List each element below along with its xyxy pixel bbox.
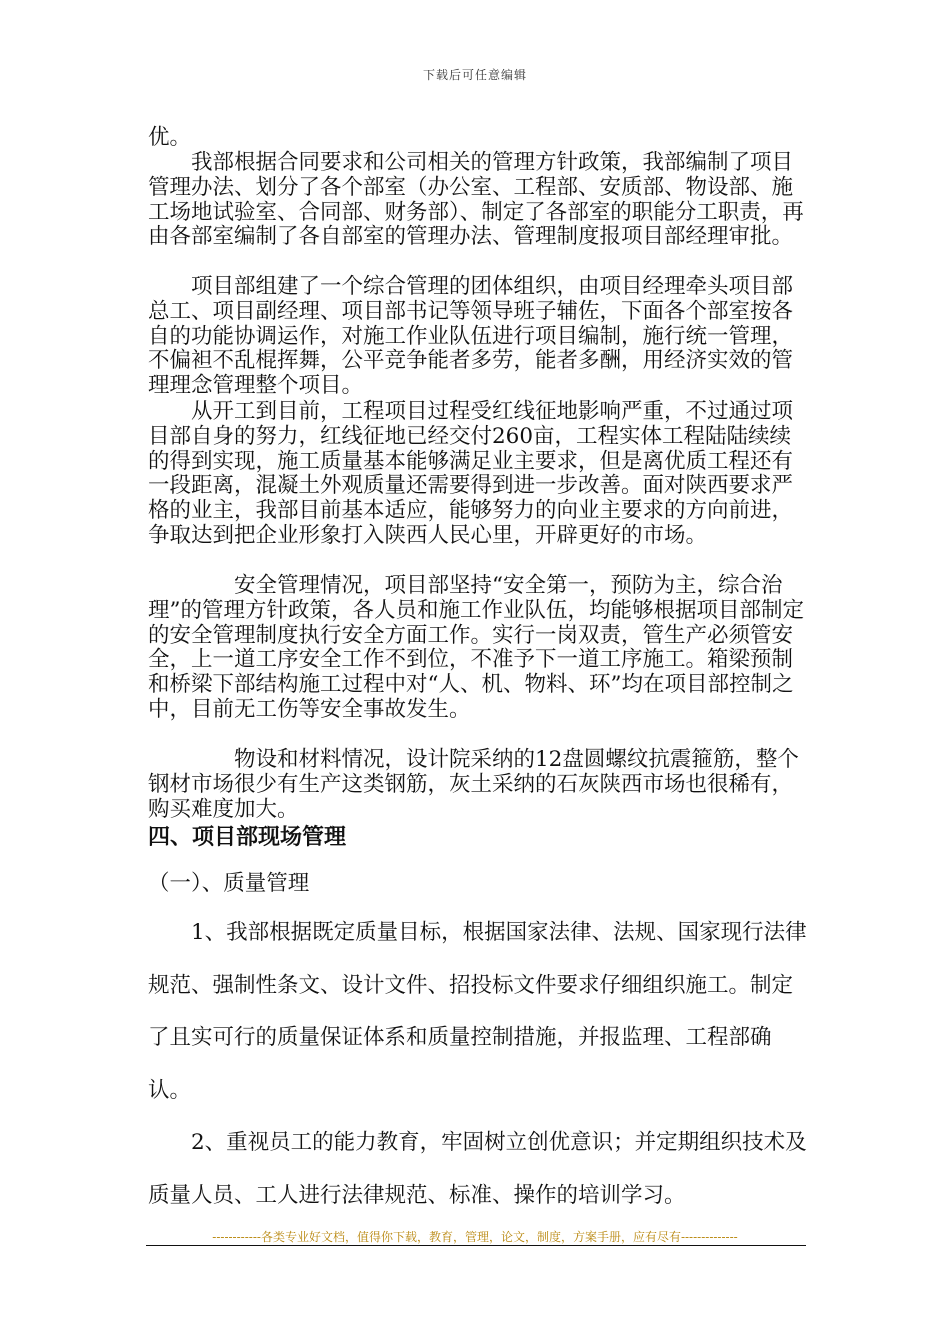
quality-item-2: 2、重视员工的能力教育，牢固树立创优意识；并定期组织技术及质量人员、工人进行法律规范、标准、操作的培训学习。 (148, 1130, 807, 1208)
quality-item-1: 1、我部根据既定质量目标，根据国家法律、法规、国家现行法律规范、强制性条文、设计文件、招投标文件要求仔细组织施工。制定了且实可行的质量保证体系和质量控制措施，并报监理、工程部确认。 (148, 920, 807, 1103)
subsection-heading-quality: （一）、质量管理 (148, 871, 310, 896)
section-heading-site-management: 四、项目部现场管理 (148, 825, 347, 850)
page-header: 下载后可任意编辑 (422, 68, 527, 82)
paragraph-continuation: 优。 (148, 125, 192, 150)
paragraph-management-methods: 我部根据合同要求和公司相关的管理方针政策，我部编制了项目管理办法、划分了各个部室（办公室、工程部、安质部、物设部、施工场地试验室、合同部、财务部）、制定了各部室的职能分工职责，再由各部室编制了各自部室的管理办法、管理制度报项目部经理审批。 (148, 150, 804, 250)
page-footer-banner: ------------各类专业好文档，值得你下载，教育，管理，论文，制度，方案手册，应有尽有-------------- (212, 1230, 738, 1244)
paragraph-safety-management: 安全管理情况，项目部坚持“安全第一，预防为主，综合治理”的管理方针政策，各人员和施工作业队伍，均能够根据项目部制定的安全管理制度执行安全方面工作。实行一岗双责，管生产必须管安全，上一道工序安全工作不到位，不准予下一道工序施工。箱梁预制和桥梁下部结构施工过程中对“人、机、物料、环”均在项目部控制之中，目前无工伤等安全事故发生。 (148, 573, 804, 722)
paragraph-team-organization: 项目部组建了一个综合管理的团体组织，由项目经理牵头项目部总工、项目副经理、项目部书记等领导班子辅佐，下面各个部室按各自的功能协调运作，对施工作业队伍进行项目编制，施行统一管理，不偏袒不乱棍挥舞，公平竞争能者多劳，能者多酬，用经济实效的管理理念管理整个项目。 (148, 274, 794, 399)
footer-divider (146, 1245, 806, 1246)
paragraph-progress-status: 从开工到目前，工程项目过程受红线征地影响严重，不过通过项目部自身的努力，红线征地已经交付260亩，工程实体工程陆陆续续的得到实现，施工质量基本能够满足业主要求，但是离优质工程还有一段距离，混凝土外观质量还需要得到进一步改善。面对陕西要求严格的业主，我部目前基本适应，能够努力的向业主要求的方向前进，争取达到把企业形象打入陕西人民心里，开辟更好的市场。 (148, 399, 794, 548)
paragraph-materials: 物设和材料情况，设计院采纳的12盘圆螺纹抗震箍筋，整个钢材市场很少有生产这类钢筋，灰土采纳的石灰陕西市场也很稀有，购买难度加大。 (148, 747, 799, 822)
